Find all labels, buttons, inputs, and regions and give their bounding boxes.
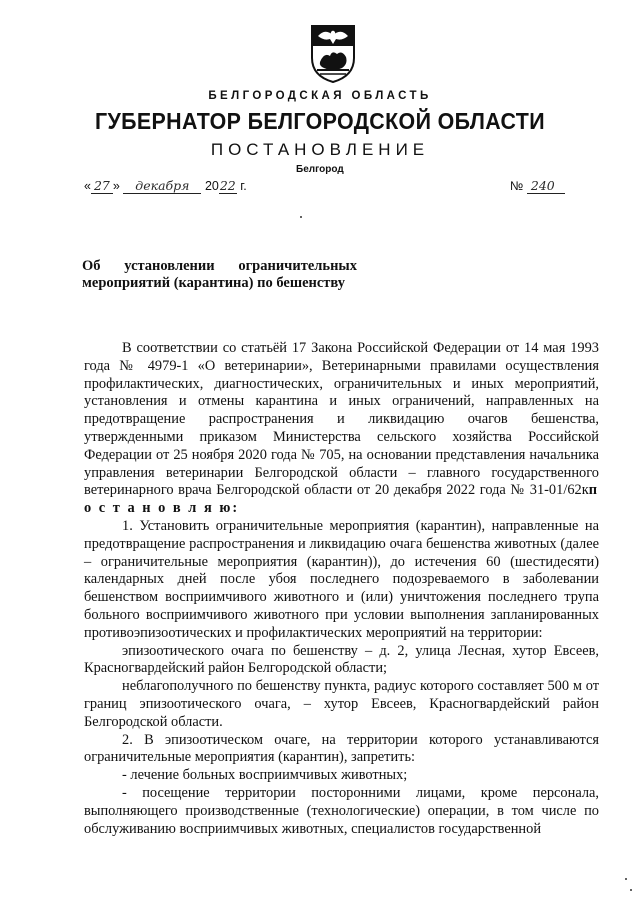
number-label: № [510,179,524,193]
paragraph-2b: - посещение территории посторонними лицами, кроме персонала, выполняющего производственные (технологические) операции, в том числе по обслуживанию восприимчивых животных, специалистов государственной [84,784,599,837]
close-quote: » [112,179,120,193]
title-line-1: Об установлении ограничительных [82,258,357,274]
scan-speck [300,216,302,218]
document-number [510,178,565,193]
scan-speck [625,878,627,880]
paragraph-2: 2. В эпизоотическом очаге, на территории которого устанавливаются ограничительные мероприятия (карантин), запретить: [84,731,599,766]
date-month: декабря [123,178,201,194]
region-name: БЕЛГОРОДСКАЯ ОБЛАСТЬ [208,90,432,102]
date-year-abbr: г. [240,179,247,193]
intro-text: В соответствии со статьёй 17 Закона Российской Федерации от 14 мая 1993 года № 4979-1 «О ветеринарии», Ветеринарными правилами осуществления профилактических, диагностических, ограничительных и иных мероприятий, установления и отмены карантина и иных ограничений, направленных на предотвращение распространения и ликвидацию очагов бешенства, утвержденными приказом Министерства сельского хозяйства Российской Федерации от 25 ноября 2020 года № 705, на основании представления начальника управления ветеринарии Белгородской области – главного государственного ветеринарного врача Белгородской области от 20 декабря 2022 года № 31-01/62к [84,340,599,499]
title-line-2: мероприятий (карантина) по бешенству [82,275,346,291]
intro-paragraph [84,340,599,518]
date-year-prefix: 20 [204,179,219,193]
document-date [84,178,247,193]
paragraph-1: 1. Установить ограничительные мероприятия (карантин), направленные на предотвращение распространения и ликвидацию очага бешенства животных (далее – ограничительные мероприятия (карантин)), до истечения 60 (шестидесяти) календарных дней после убоя последнего подозреваемого в заболевании бешенством восприимчивого животного и (или) уничтожения последнего трупа больного восприимчивого животного при условии выполнения запланированных противоэпизоотических и профилактических мероприятий на территории: [84,517,599,641]
number-value: 240 [527,178,565,194]
paragraph-1b: неблагополучного по бешенству пункта, радиус которого составляет 500 м от границ эпизоотического очага, – хутор Евсеев, Красногвардейский район Белгородской области. [84,678,599,730]
city-name: Белгород [296,164,344,175]
resolve-word: п о с т а н о в л я ю: [84,482,599,517]
paragraph-2a: - лечение больных восприимчивых животных; [122,767,408,784]
date-day: 27 [91,178,113,194]
scan-speck [630,889,632,891]
document-title [82,258,357,292]
date-year-suffix: 22 [219,178,236,193]
document-type: ПОСТАНОВЛЕНИЕ [210,140,430,159]
governor-heading: ГУБЕРНАТОР БЕЛГОРОДСКОЙ ОБЛАСТИ [94,108,546,134]
paragraph-1a: эпизоотического очага по бешенству – д. 2, улица Лесная, хутор Евсеев, Красногвардейский район Белгородской области; [84,642,599,677]
coat-of-arms-emblem [308,22,358,84]
open-quote: « [84,179,91,193]
document-body [84,340,599,838]
